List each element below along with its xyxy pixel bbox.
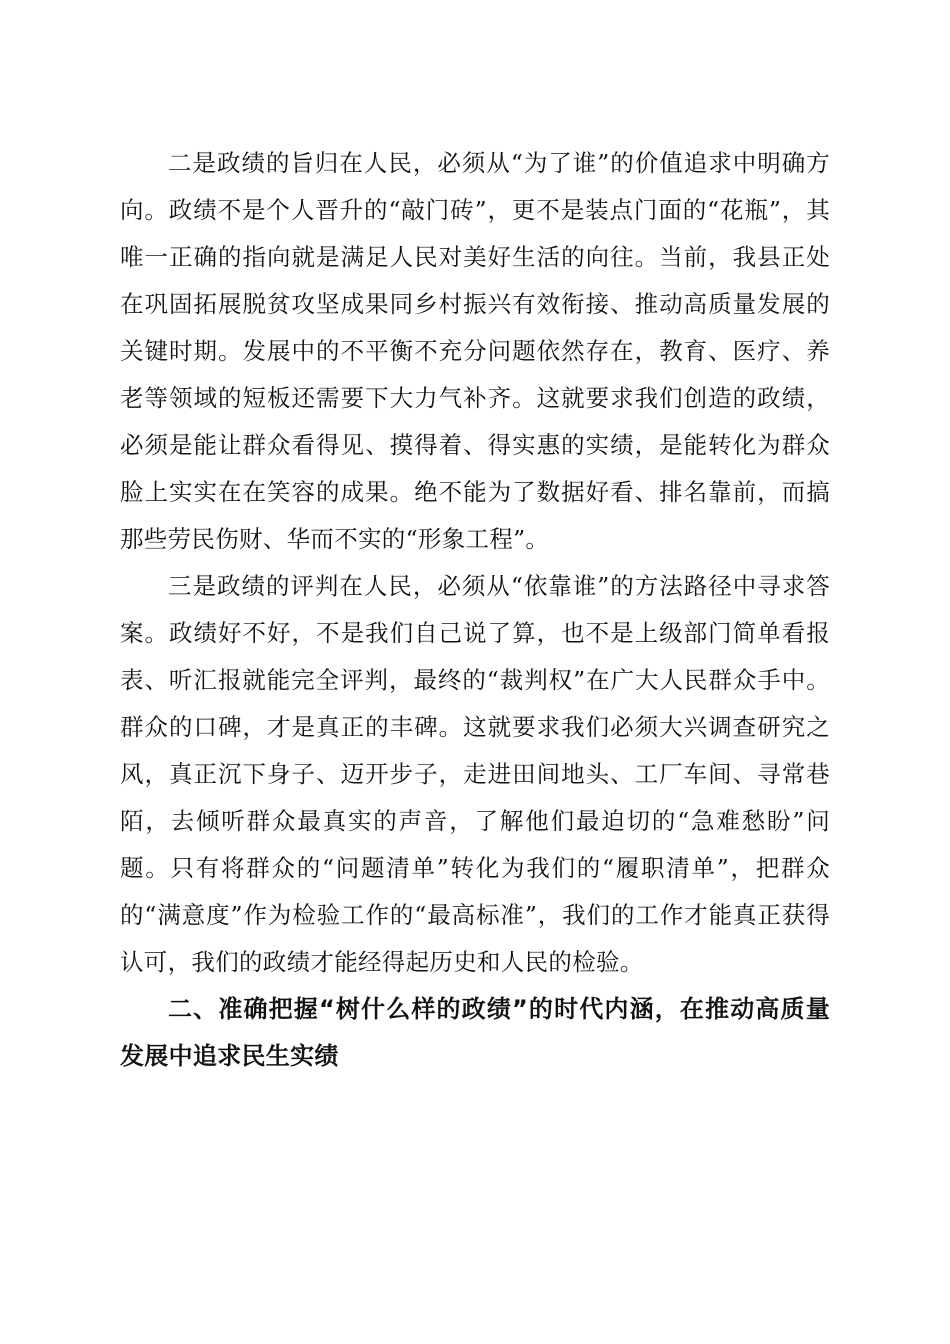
section-heading: 二、准确把握“树什么样的政绩”的时代内涵，在推动高质量发展中追求民生实绩 <box>120 995 830 1070</box>
document-body <box>120 140 830 1080</box>
paragraph-three-evaluation: 三是政绩的评判在人民，必须从“依靠谁”的方法路径中寻求答案。政绩好不好，不是我们自己说了算，也不是上级部门简单看报表、听汇报就能完全评判，最终的“裁判权”在广大人民群众手中。群众的口碑，才是真正的丰碑。这就要求我们必须大兴调查研究之风，真正沉下身子、迈开步子，走进田间地头、工厂车间、寻常巷陌，去倾听群众最真实的声音，了解他们最迫切的“急难愁盼”问题。只有将群众的“问题清单”转化为我们的“履职清单”，把群众的“满意度”作为检验工作的“最高标准”，我们的工作才能真正获得认可，我们的政绩才能经得起历史和人民的检验。 <box>120 572 830 976</box>
paragraph-two-purpose: 二是政绩的旨归在人民，必须从“为了谁”的价值追求中明确方向。政绩不是个人晋升的“敲门砖”，更不是装点门面的“花瓶”，其唯一正确的指向就是满足人民对美好生活的向往。当前，我县正处在巩固拓展脱贫攻坚成果同乡村振兴有效衔接、推动高质量发展的关键时期。发展中的不平衡不充分问题依然存在，教育、医疗、养老等领域的短板还需要下大力气补齐。这就要求我们创造的政绩，必须是能让群众看得见、摸得着、得实惠的实绩，是能转化为群众脸上实实在在笑容的成果。绝不能为了数据好看、排名靠前，而搞那些劳民伤财、华而不实的“形象工程”。 <box>120 149 830 553</box>
